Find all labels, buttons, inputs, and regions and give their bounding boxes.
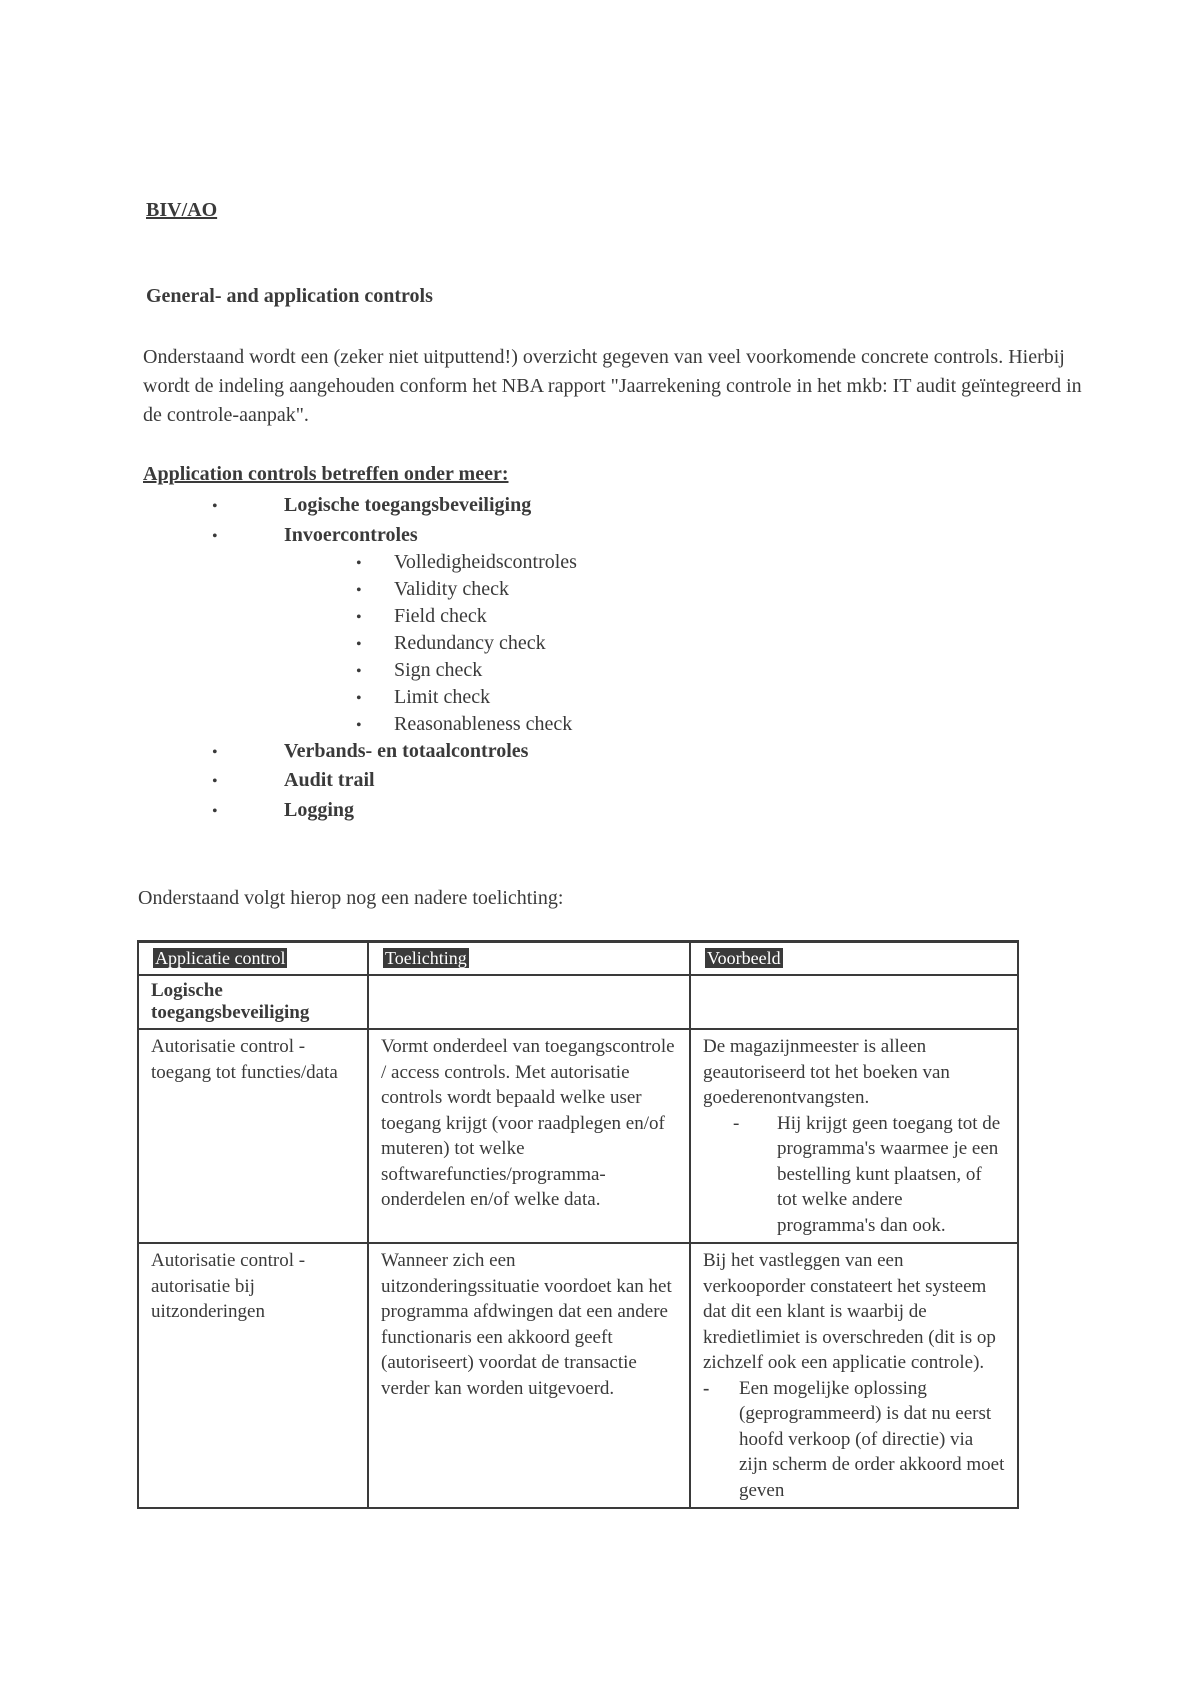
controls-table	[137, 940, 1019, 1509]
list-item	[212, 769, 375, 792]
table-header-row	[138, 942, 1018, 976]
toelichting-cell: Wanneer zich een uitzonderingssituatie voordoet kan het programma afdwingen dat een andere functionaris een akkoord geeft (autoriseert) voordat de transactie verder kan worden uitgevoerd.	[368, 1243, 690, 1508]
control-cell: Autorisatie control - autorisatie bij uitzonderingen	[138, 1243, 368, 1508]
empty-cell	[690, 975, 1018, 1029]
voorbeeld-dash-item	[703, 1376, 1005, 1504]
table-row	[138, 1243, 1018, 1508]
bullet-icon: •	[212, 773, 218, 790]
bullet-icon: •	[356, 717, 362, 734]
bullet-icon: •	[356, 663, 362, 680]
bullet-icon: •	[356, 582, 362, 599]
sub-list-item	[356, 686, 490, 709]
sub-list-item	[356, 713, 572, 736]
bullet-icon: •	[356, 636, 362, 653]
sub-list-item	[356, 551, 577, 574]
section-cell	[138, 975, 368, 1029]
list-item-label: Sign check	[394, 659, 483, 681]
voorbeeld-cell	[690, 1243, 1018, 1508]
voorbeeld-dash-text: Hij krijgt geen toegang tot de programma's waarmee je een bestelling kunt plaatsen, of tot welke andere programma's dan ook.	[777, 1112, 1001, 1236]
list-item	[212, 494, 531, 517]
list-item-label: Redundancy check	[394, 632, 546, 654]
list-item-label: Audit trail	[284, 769, 375, 791]
list-item-label: Validity check	[394, 578, 509, 600]
dash-icon: -	[733, 1112, 740, 1134]
sub-list-item	[356, 578, 509, 601]
voorbeeld-text: De magazijnmeester is alleen geautoriseerd tot het boeken van goederenontvangsten.	[703, 1036, 950, 1108]
bullet-icon: •	[212, 744, 218, 761]
bullet-icon: •	[356, 609, 362, 626]
voorbeeld-dash-text: Een mogelijke oplossing (geprogrammeerd) is dat nu eerst hoofd verkoop (of directie) via zijn scherm de order akkoord moet geven	[739, 1377, 1005, 1501]
intro-paragraph: Onderstaand wordt een (zeker niet uitputtend!) overzicht gegeven van veel voorkomende concrete controls. Hierbij wordt de indeling aangehouden conform het NBA rapport "Jaarrekening controle in het mkb: IT audit geïntegreerd in de controle-aanpak".	[143, 346, 1082, 426]
list-item	[212, 740, 528, 763]
bullet-icon: •	[356, 690, 362, 707]
list-item-label: Verbands- en totaalcontroles	[284, 740, 529, 762]
list-item-label: Field check	[394, 605, 487, 627]
sub-list-item	[356, 605, 487, 628]
column-header: Voorbeeld	[690, 942, 1018, 976]
table-intro: Onderstaand volgt hierop nog een nadere toelichting:	[138, 887, 564, 909]
list-heading: Application controls betreffen onder meer:	[143, 463, 509, 485]
list-item	[212, 799, 354, 822]
column-header: Applicatie control	[138, 942, 368, 976]
bullet-icon: •	[212, 528, 218, 545]
list-item	[212, 524, 418, 547]
empty-cell	[368, 975, 690, 1029]
voorbeeld-dash-item	[733, 1111, 1005, 1239]
control-cell: Autorisatie control - toegang tot functies/data	[138, 1029, 368, 1243]
table-row	[138, 1029, 1018, 1243]
voorbeeld-text: Bij het vastleggen van een verkooporder constateert het systeem dat dit een klant is waarbij de kredietlimiet is overschreden (dit is op zichzelf ook een applicatie controle).	[703, 1250, 996, 1373]
voorbeeld-cell	[690, 1029, 1018, 1243]
document-title: BIV/AO	[146, 199, 218, 221]
bullet-icon: •	[212, 498, 218, 515]
list-item-label: Reasonableness check	[394, 713, 573, 735]
list-item-label: Logische toegangsbeveiliging	[284, 494, 532, 516]
list-item-label: Volledigheidscontroles	[394, 551, 577, 573]
list-item-label: Invoercontroles	[284, 524, 418, 546]
list-item-label: Logging	[284, 799, 355, 821]
list-item-label: Limit check	[394, 686, 491, 708]
bullet-icon: •	[212, 803, 218, 820]
toelichting-cell: Vormt onderdeel van toegangscontrole / access controls. Met autorisatie controls wordt bepaald welke user toegang krijgt (voor raadplegen en/of muteren) tot welke softwarefuncties/programma-onderdelen en/of welke data.	[368, 1029, 690, 1243]
section-heading: General- and application controls	[146, 285, 433, 307]
bullet-icon: •	[356, 555, 362, 572]
dash-icon: -	[703, 1377, 710, 1399]
column-header: Toelichting	[368, 942, 690, 976]
table-section-row	[138, 975, 1018, 1029]
sub-list-item	[356, 659, 482, 682]
sub-list-item	[356, 632, 546, 655]
section-label: Logische toegangsbeveiliging	[151, 980, 310, 1023]
